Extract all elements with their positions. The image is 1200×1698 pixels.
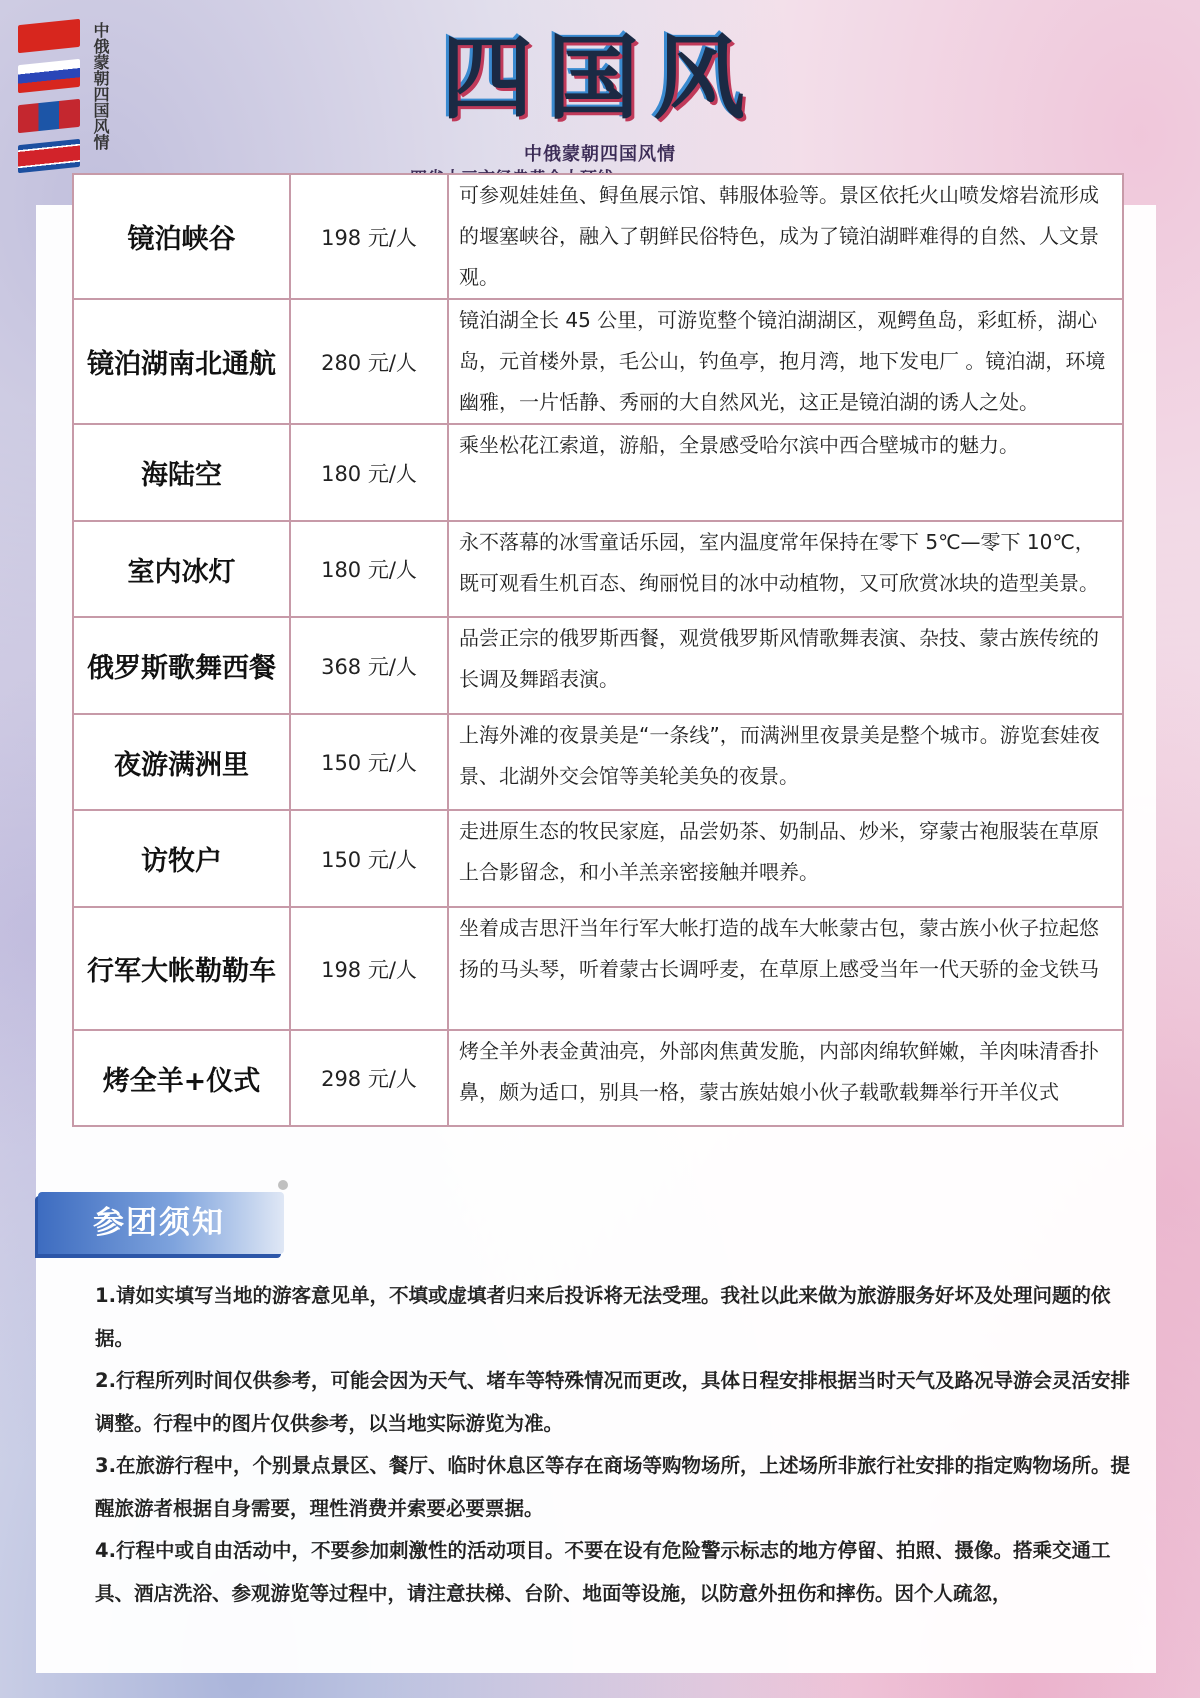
notice-item: 2.行程所列时间仅供参考，可能会因为天气、堵车等特殊情况而更改，具体日程安排根据当时天气及路况导游会灵活安排调整。行程中的图片仅供参考，以当地实际游览为准。 — [95, 1369, 1130, 1435]
activity-name: 镜泊湖南北通航 — [73, 299, 290, 424]
activity-description: 可参观娃娃鱼、鲟鱼展示馆、韩服体验等。景区依托火山喷发熔岩流形成的堰塞峡谷，融入了朝鲜民俗特色，成为了镜泊湖畔难得的自然、人文景观。 — [448, 174, 1123, 299]
activity-name: 夜游满洲里 — [73, 714, 290, 810]
north-korea-flag-icon — [18, 139, 80, 174]
notice-list — [95, 1275, 1135, 1615]
table-row — [73, 521, 1123, 617]
logo-title: 四国风 — [440, 24, 759, 132]
activity-description: 永不落幕的冰雪童话乐园，室内温度常年保持在零下 5℃—零下 10℃，既可观看生机百态、绚丽悦目的冰中动植物，又可欣赏冰块的造型美景。 — [448, 521, 1123, 617]
notice-item: 3.在旅游行程中，个别景点景区、餐厅、临时休息区等存在商场等购物场所，上述场所非旅行社安排的指定购物场所。提醒旅游者根据自身需要，理性消费并索要必要票据。 — [95, 1454, 1130, 1520]
activity-name: 镜泊峡谷 — [73, 174, 290, 299]
table-row — [73, 1030, 1123, 1126]
notice-item: 4.行程中或自由活动中，不要参加刺激性的活动项目。不要在设有危险警示标志的地方停留、拍照、摄像。搭乘交通工具、酒店洗浴、参观游览等过程中，请注意扶梯、台阶、地面等设施，以防意外扭伤和摔伤。因个人疏忽， — [95, 1539, 1111, 1605]
activity-name: 海陆空 — [73, 424, 290, 521]
activity-price: 298 元/人 — [290, 1030, 448, 1126]
activity-description: 坐着成吉思汗当年行军大帐打造的战车大帐蒙古包，蒙古族小伙子拉起悠扬的马头琴，听着蒙古长调呼麦，在草原上感受当年一代天骄的金戈铁马 — [448, 907, 1123, 1030]
activity-description: 上海外滩的夜景美是“一条线”，而满洲里夜景美是整个城市。游览套娃夜景、北湖外交会馆等美轮美奂的夜景。 — [448, 714, 1123, 810]
activity-description: 品尝正宗的俄罗斯西餐，观赏俄罗斯风情歌舞表演、杂技、蒙古族传统的长调及舞蹈表演。 — [448, 617, 1123, 714]
table-row — [73, 299, 1123, 424]
table-row — [73, 424, 1123, 521]
activity-price: 150 元/人 — [290, 714, 448, 810]
russia-flag-icon — [18, 59, 80, 94]
notice-heading: 参团须知 — [93, 1205, 225, 1241]
decorative-dot — [278, 1180, 288, 1190]
table-row — [73, 174, 1123, 299]
activity-description: 烤全羊外表金黄油亮，外部肉焦黄发脆，内部肉绵软鲜嫩，羊肉味清香扑鼻，颇为适口，别具一格，蒙古族姑娘小伙子载歌载舞举行开羊仪式 — [448, 1030, 1123, 1126]
flag-stack — [18, 22, 80, 182]
activity-price: 180 元/人 — [290, 521, 448, 617]
activity-name: 烤全羊+仪式 — [73, 1030, 290, 1126]
activity-description: 乘坐松花江索道，游船，全景感受哈尔滨中西合壁城市的魅力。 — [448, 424, 1123, 521]
activity-name: 室内冰灯 — [73, 521, 290, 617]
logo — [410, 18, 790, 178]
table-row — [73, 617, 1123, 714]
activity-name: 行军大帐勒勒车 — [73, 907, 290, 1030]
table-row — [73, 907, 1123, 1030]
activity-price: 180 元/人 — [290, 424, 448, 521]
notice-item: 1.请如实填写当地的游客意见单，不填或虚填者归来后投诉将无法受理。我社以此来做为旅游服务好坏及处理问题的依据。 — [95, 1284, 1111, 1350]
mongolia-flag-icon — [18, 99, 80, 134]
china-flag-icon — [18, 19, 80, 54]
optional-activities-table — [72, 173, 1124, 1127]
activity-price: 280 元/人 — [290, 299, 448, 424]
activity-price: 198 元/人 — [290, 174, 448, 299]
table-row — [73, 810, 1123, 907]
table-row — [73, 714, 1123, 810]
activity-description: 走进原生态的牧民家庭，品尝奶茶、奶制品、炒米，穿蒙古袍服装在草原上合影留念，和小羊羔亲密接触并喂养。 — [448, 810, 1123, 907]
activity-price: 198 元/人 — [290, 907, 448, 1030]
activity-price: 368 元/人 — [290, 617, 448, 714]
notice-heading-tab — [38, 1192, 284, 1254]
activity-name: 俄罗斯歌舞西餐 — [73, 617, 290, 714]
activity-name: 访牧户 — [73, 810, 290, 907]
side-title: 中俄蒙朝四国风情 — [91, 22, 110, 150]
logo-subtitle: 中俄蒙朝四国风情 — [524, 144, 676, 165]
activity-description: 镜泊湖全长 45 公里，可游览整个镜泊湖湖区，观鳄鱼岛，彩虹桥，湖心岛，元首楼外景，毛公山，钓鱼亭，抱月湾，地下发电厂 。镜泊湖，环境幽雅，一片恬静、秀丽的大自然风光，这正是镜泊湖的诱人之处。 — [448, 299, 1123, 424]
activity-price: 150 元/人 — [290, 810, 448, 907]
